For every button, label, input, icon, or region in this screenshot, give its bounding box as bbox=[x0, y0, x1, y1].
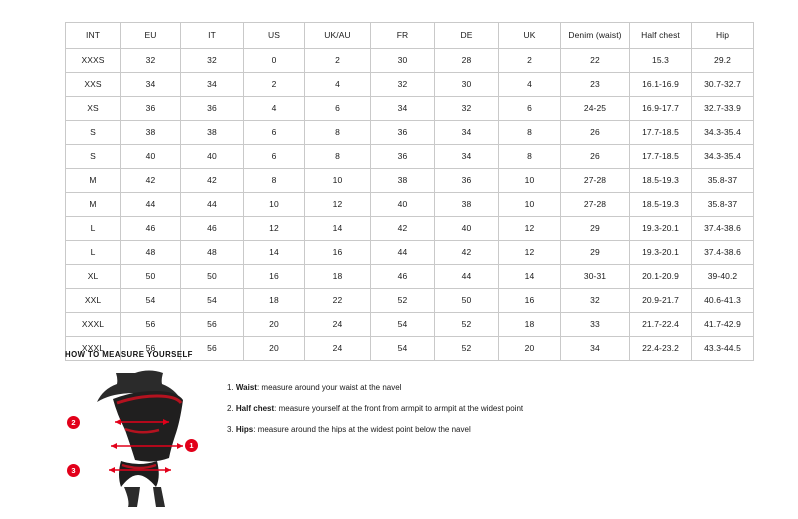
table-row bbox=[66, 217, 754, 241]
cell-eu: 40 bbox=[121, 145, 181, 169]
cell-int: XXL bbox=[66, 289, 121, 313]
cell-eu: 36 bbox=[121, 97, 181, 121]
cell-fr: 36 bbox=[371, 145, 435, 169]
cell-de: 50 bbox=[435, 289, 499, 313]
cell-fr: 52 bbox=[371, 289, 435, 313]
cell-de: 52 bbox=[435, 313, 499, 337]
cell-denim-waist: 29 bbox=[561, 217, 630, 241]
cell-eu: 32 bbox=[121, 49, 181, 73]
table-row bbox=[66, 313, 754, 337]
cell-us: 10 bbox=[244, 193, 305, 217]
cell-uk: 6 bbox=[499, 97, 561, 121]
column-header-fr: FR bbox=[371, 23, 435, 49]
cell-uk-au: 2 bbox=[305, 49, 371, 73]
cell-uk: 20 bbox=[499, 337, 561, 361]
cell-eu: 42 bbox=[121, 169, 181, 193]
cell-hip: 32.7-33.9 bbox=[692, 97, 754, 121]
cell-uk: 10 bbox=[499, 193, 561, 217]
note-text: : measure around your waist at the navel bbox=[256, 383, 402, 392]
cell-denim-waist: 24-25 bbox=[561, 97, 630, 121]
cell-half-chest: 17.7-18.5 bbox=[630, 145, 692, 169]
cell-de: 32 bbox=[435, 97, 499, 121]
cell-int: XS bbox=[66, 97, 121, 121]
cell-hip: 41.7-42.9 bbox=[692, 313, 754, 337]
cell-int: XXS bbox=[66, 73, 121, 97]
cell-denim-waist: 32 bbox=[561, 289, 630, 313]
how-to-measure-body bbox=[65, 369, 735, 509]
cell-denim-waist: 26 bbox=[561, 121, 630, 145]
table-row bbox=[66, 169, 754, 193]
measure-note-hips bbox=[227, 425, 523, 435]
cell-fr: 30 bbox=[371, 49, 435, 73]
cell-uk-au: 24 bbox=[305, 313, 371, 337]
cell-it: 42 bbox=[181, 169, 244, 193]
cell-fr: 36 bbox=[371, 121, 435, 145]
cell-de: 36 bbox=[435, 169, 499, 193]
cell-half-chest: 19.3-20.1 bbox=[630, 241, 692, 265]
cell-hip: 37.4-38.6 bbox=[692, 217, 754, 241]
cell-int: L bbox=[66, 241, 121, 265]
cell-us: 4 bbox=[244, 97, 305, 121]
cell-int: M bbox=[66, 169, 121, 193]
cell-half-chest: 15.3 bbox=[630, 49, 692, 73]
cell-us: 8 bbox=[244, 169, 305, 193]
cell-denim-waist: 26 bbox=[561, 145, 630, 169]
cell-de: 40 bbox=[435, 217, 499, 241]
cell-int: S bbox=[66, 121, 121, 145]
measure-note-waist bbox=[227, 383, 523, 393]
cell-half-chest: 16.1-16.9 bbox=[630, 73, 692, 97]
cell-eu: 54 bbox=[121, 289, 181, 313]
cell-uk-au: 10 bbox=[305, 169, 371, 193]
cell-eu: 46 bbox=[121, 217, 181, 241]
cell-denim-waist: 23 bbox=[561, 73, 630, 97]
cell-us: 6 bbox=[244, 145, 305, 169]
cell-uk: 12 bbox=[499, 241, 561, 265]
cell-fr: 38 bbox=[371, 169, 435, 193]
cell-fr: 44 bbox=[371, 241, 435, 265]
cell-half-chest: 16.9-17.7 bbox=[630, 97, 692, 121]
cell-eu: 56 bbox=[121, 337, 181, 361]
column-header-eu: EU bbox=[121, 23, 181, 49]
cell-denim-waist: 27-28 bbox=[561, 193, 630, 217]
table-row bbox=[66, 193, 754, 217]
cell-hip: 35.8-37 bbox=[692, 193, 754, 217]
cell-uk-au: 24 bbox=[305, 337, 371, 361]
note-text: : measure around the hips at the widest point below the navel bbox=[253, 425, 471, 434]
cell-denim-waist: 22 bbox=[561, 49, 630, 73]
size-table-head bbox=[66, 23, 754, 49]
size-table-container bbox=[65, 22, 741, 361]
cell-half-chest: 17.7-18.5 bbox=[630, 121, 692, 145]
measure-notes-list bbox=[227, 369, 523, 446]
cell-us: 0 bbox=[244, 49, 305, 73]
cell-it: 32 bbox=[181, 49, 244, 73]
cell-uk: 14 bbox=[499, 265, 561, 289]
cell-hip: 43.3-44.5 bbox=[692, 337, 754, 361]
column-header-denim-waist: Denim (waist) bbox=[561, 23, 630, 49]
cell-us: 20 bbox=[244, 337, 305, 361]
cell-it: 46 bbox=[181, 217, 244, 241]
cell-fr: 54 bbox=[371, 313, 435, 337]
cell-it: 56 bbox=[181, 313, 244, 337]
cell-int: XXXL bbox=[66, 337, 121, 361]
how-to-measure-section bbox=[65, 350, 735, 509]
cell-denim-waist: 30-31 bbox=[561, 265, 630, 289]
callout-badge-1: 1 bbox=[185, 439, 198, 452]
table-row bbox=[66, 97, 754, 121]
cell-uk: 16 bbox=[499, 289, 561, 313]
cell-denim-waist: 27-28 bbox=[561, 169, 630, 193]
cell-uk: 8 bbox=[499, 145, 561, 169]
cell-us: 2 bbox=[244, 73, 305, 97]
cell-hip: 35.8-37 bbox=[692, 169, 754, 193]
how-to-measure-title: HOW TO MEASURE YOURSELF bbox=[65, 350, 193, 359]
column-header-int: INT bbox=[66, 23, 121, 49]
cell-hip: 34.3-35.4 bbox=[692, 145, 754, 169]
cell-hip: 34.3-35.4 bbox=[692, 121, 754, 145]
cell-half-chest: 21.7-22.4 bbox=[630, 313, 692, 337]
table-row bbox=[66, 265, 754, 289]
cell-eu: 50 bbox=[121, 265, 181, 289]
callout-badge-2: 2 bbox=[67, 416, 80, 429]
cell-fr: 40 bbox=[371, 193, 435, 217]
cell-eu: 56 bbox=[121, 313, 181, 337]
cell-de: 28 bbox=[435, 49, 499, 73]
cell-int: XXXS bbox=[66, 49, 121, 73]
cell-hip: 30.7-32.7 bbox=[692, 73, 754, 97]
cell-half-chest: 19.3-20.1 bbox=[630, 217, 692, 241]
cell-uk-au: 12 bbox=[305, 193, 371, 217]
cell-denim-waist: 33 bbox=[561, 313, 630, 337]
column-header-it: IT bbox=[181, 23, 244, 49]
cell-uk: 12 bbox=[499, 217, 561, 241]
table-row bbox=[66, 49, 754, 73]
column-header-us: US bbox=[244, 23, 305, 49]
cell-int: L bbox=[66, 217, 121, 241]
cell-hip: 37.4-38.6 bbox=[692, 241, 754, 265]
cell-eu: 48 bbox=[121, 241, 181, 265]
cell-us: 20 bbox=[244, 313, 305, 337]
cell-de: 52 bbox=[435, 337, 499, 361]
cell-eu: 38 bbox=[121, 121, 181, 145]
cell-de: 34 bbox=[435, 145, 499, 169]
cell-hip: 39-40.2 bbox=[692, 265, 754, 289]
cell-uk-au: 6 bbox=[305, 97, 371, 121]
cell-it: 38 bbox=[181, 121, 244, 145]
cell-uk-au: 8 bbox=[305, 145, 371, 169]
table-row bbox=[66, 121, 754, 145]
cell-us: 14 bbox=[244, 241, 305, 265]
cell-de: 42 bbox=[435, 241, 499, 265]
column-header-half-chest: Half chest bbox=[630, 23, 692, 49]
table-row bbox=[66, 145, 754, 169]
cell-uk-au: 8 bbox=[305, 121, 371, 145]
note-text: : measure yourself at the front from armpit to armpit at the widest point bbox=[274, 404, 524, 413]
cell-it: 54 bbox=[181, 289, 244, 313]
note-term: Half chest bbox=[235, 404, 275, 413]
table-row bbox=[66, 289, 754, 313]
cell-int: XL bbox=[66, 265, 121, 289]
cell-uk-au: 16 bbox=[305, 241, 371, 265]
cell-uk-au: 4 bbox=[305, 73, 371, 97]
cell-de: 30 bbox=[435, 73, 499, 97]
cell-half-chest: 18.5-19.3 bbox=[630, 169, 692, 193]
note-term: Hips bbox=[235, 425, 254, 434]
cell-hip: 29.2 bbox=[692, 49, 754, 73]
cell-uk: 8 bbox=[499, 121, 561, 145]
cell-half-chest: 20.1-20.9 bbox=[630, 265, 692, 289]
cell-de: 34 bbox=[435, 121, 499, 145]
mannequin-illustration bbox=[71, 369, 205, 509]
cell-half-chest: 20.9-21.7 bbox=[630, 289, 692, 313]
cell-it: 40 bbox=[181, 145, 244, 169]
cell-us: 6 bbox=[244, 121, 305, 145]
cell-uk-au: 14 bbox=[305, 217, 371, 241]
cell-fr: 46 bbox=[371, 265, 435, 289]
cell-uk: 4 bbox=[499, 73, 561, 97]
cell-denim-waist: 34 bbox=[561, 337, 630, 361]
cell-us: 18 bbox=[244, 289, 305, 313]
table-header-row bbox=[66, 23, 754, 49]
cell-uk-au: 22 bbox=[305, 289, 371, 313]
table-row bbox=[66, 73, 754, 97]
cell-int: XXXL bbox=[66, 313, 121, 337]
table-row bbox=[66, 241, 754, 265]
cell-eu: 34 bbox=[121, 73, 181, 97]
column-header-uk-au: UK/AU bbox=[305, 23, 371, 49]
cell-it: 44 bbox=[181, 193, 244, 217]
cell-uk: 2 bbox=[499, 49, 561, 73]
measure-note-half-chest bbox=[227, 404, 523, 414]
column-header-uk: UK bbox=[499, 23, 561, 49]
column-header-de: DE bbox=[435, 23, 499, 49]
cell-int: M bbox=[66, 193, 121, 217]
cell-us: 16 bbox=[244, 265, 305, 289]
column-header-hip: Hip bbox=[692, 23, 754, 49]
cell-eu: 44 bbox=[121, 193, 181, 217]
cell-hip: 40.6-41.3 bbox=[692, 289, 754, 313]
cell-it: 34 bbox=[181, 73, 244, 97]
cell-us: 12 bbox=[244, 217, 305, 241]
cell-uk: 10 bbox=[499, 169, 561, 193]
cell-denim-waist: 29 bbox=[561, 241, 630, 265]
callout-badge-3: 3 bbox=[67, 464, 80, 477]
cell-de: 44 bbox=[435, 265, 499, 289]
cell-fr: 34 bbox=[371, 97, 435, 121]
cell-fr: 42 bbox=[371, 217, 435, 241]
cell-it: 50 bbox=[181, 265, 244, 289]
cell-it: 36 bbox=[181, 97, 244, 121]
size-table bbox=[65, 22, 754, 361]
size-table-body bbox=[66, 49, 754, 361]
cell-fr: 32 bbox=[371, 73, 435, 97]
cell-half-chest: 18.5-19.3 bbox=[630, 193, 692, 217]
cell-uk-au: 18 bbox=[305, 265, 371, 289]
cell-it: 48 bbox=[181, 241, 244, 265]
note-index: 2. bbox=[227, 404, 234, 413]
cell-uk: 18 bbox=[499, 313, 561, 337]
cell-it: 56 bbox=[181, 337, 244, 361]
cell-de: 38 bbox=[435, 193, 499, 217]
note-term: Waist bbox=[235, 383, 257, 392]
cell-fr: 54 bbox=[371, 337, 435, 361]
cell-half-chest: 22.4-23.2 bbox=[630, 337, 692, 361]
cell-int: S bbox=[66, 145, 121, 169]
note-index: 1. bbox=[227, 383, 234, 392]
note-index: 3. bbox=[227, 425, 234, 434]
